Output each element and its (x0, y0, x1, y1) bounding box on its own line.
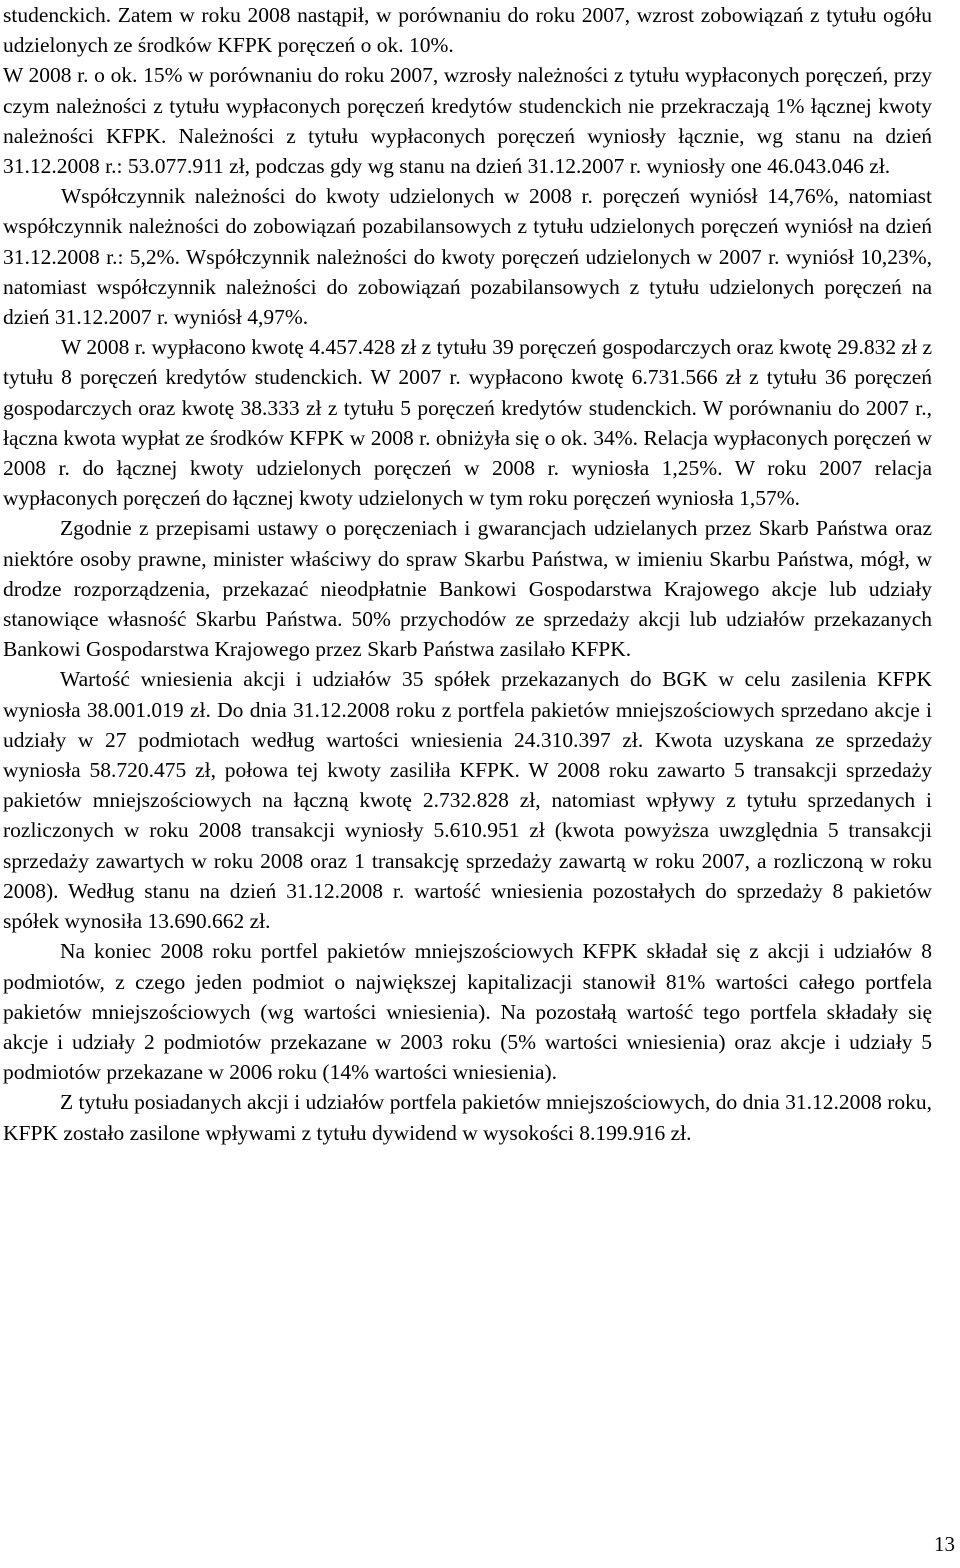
paragraph-receivables: W 2008 r. o ok. 15% w porównaniu do roku 2007, wzrosły należności z tytułu wypłaconych poręczeń, przy czym należności z tytułu wypłaconych poręczeń kredytów studenckich nie przekraczają 1% łącznej kwoty należności KFPK. Należności z tytułu wypłaconych poręczeń wyniosły łącznie, wg stanu na dzień 31.12.2008 r.: 53.077.911 zł, podczas gdy wg stanu na dzień 31.12.2007 r. wyniosły one 46.043.046 zł. (3, 63, 932, 179)
paragraph-portfolio: Na koniec 2008 roku portfel pakietów mniejszościowych KFPK składał się z akcji i udziałów 8 podmiotów, z czego jeden podmiot o największej kapitalizacji stanowił 81% wartości całego portfela pakietów mniejszościowych (wg wartości wniesienia). Na pozostałą wartość tego portfela składały się akcje i udziały 2 podmiotów przekazane w 2003 roku (5% wartości wniesienia) oraz akcje i udziały 5 podmiotów przekazane w 2006 roku (14% wartości wniesienia). (3, 939, 932, 1085)
paragraph-payments: W 2008 r. wypłacono kwotę 4.457.428 zł z tytułu 39 poręczeń gospodarczych oraz kwotę 29.832 zł z tytułu 8 poręczeń kredytów studenckich. W 2007 r. wypłacono kwotę 6.731.566 zł z tytułu 36 poręczeń gospodarczych oraz kwotę 38.333 zł z tytułu 5 poręczeń kredytów studenckich. W porównaniu do 2007 r., łączna kwota wypłat ze środków KFPK w 2008 r. obniżyła się o ok. 34%. Relacja wypłaconych poręczeń w 2008 r. do łącznej kwoty udzielonych poręczeń w 2008 r. wyniosła 1,25%. W roku 2007 relacja wypłaconych poręczeń do łącznej kwoty udzielonych w tym roku poręczeń wyniosła 1,57%. (3, 335, 932, 511)
document-page (3, 0, 932, 1148)
paragraph-shares-value: Wartość wniesienia akcji i udziałów 35 spółek przekazanych do BGK w celu zasilenia KFPK wyniosła 38.001.019 zł. Do dnia 31.12.2008 roku z portfela pakietów mniejszościowych sprzedano akcje i udziały w 27 podmiotach według wartości wniesienia 24.310.397 zł. Kwota uzyskana ze sprzedaży wyniosła 58.720.475 zł, połowa tej kwoty zasiliła KFPK. W 2008 roku zawarto 5 transakcji sprzedaży pakietów mniejszościowych na łączną kwotę 2.732.828 zł, natomiast wpływy z tytułu sprzedanych i rozliczonych w roku 2008 transakcji wyniosły 5.610.951 zł (kwota powyższa uwzględnia 5 transakcji sprzedaży zawartych w roku 2008 oraz 1 transakcję sprzedaży zawartą w roku 2007, a rozliczoną w roku 2008). Według stanu na dzień 31.12.2008 r. wartość wniesienia pozostałych do sprzedaży 8 pakietów spółek wynosiła 13.690.662 zł. (3, 667, 932, 934)
paragraph-coefficient: Współczynnik należności do kwoty udzielonych w 2008 r. poręczeń wyniósł 14,76%, natomiast współczynnik należności do zobowiązań pozabilansowych z tytułu udzielonych poręczeń wyniósł na dzień 31.12.2008 r.: 5,2%. Współczynnik należności do kwoty poręczeń udzielonych w 2007 r. wyniósł 10,23%, natomiast współczynnik należności do zobowiązań pozabilansowych z tytułu udzielonych poręczeń na dzień 31.12.2007 r. wyniósł 4,97%. (3, 184, 932, 330)
paragraph-continuation: studenckich. Zatem w roku 2008 nastąpił, w porównaniu do roku 2007, wzrost zobowiązań z tytułu ogółu udzielonych ze środków KFPK poręczeń o ok. 10%. (3, 3, 932, 58)
paragraph-statute: Zgodnie z przepisami ustawy o poręczeniach i gwarancjach udzielanych przez Skarb Państwa oraz niektóre osoby prawne, minister właściwy do spraw Skarbu Państwa, w imieniu Skarbu Państwa, mógł, w drodze rozporządzenia, przekazać nieodpłatnie Bankowi Gospodarstwa Krajowego akcje lub udziały stanowiące własność Skarbu Państwa. 50% przychodów ze sprzedaży akcji lub udziałów przekazanych Bankowi Gospodarstwa Krajowego przez Skarb Państwa zasilało KFPK. (3, 516, 932, 662)
page-number: 13 (934, 1532, 955, 1556)
paragraph-dividends: Z tytułu posiadanych akcji i udziałów portfela pakietów mniejszościowych, do dnia 31.12.2008 roku, KFPK zostało zasilone wpływami z tytułu dywidend w wysokości 8.199.916 zł. (3, 1090, 932, 1145)
